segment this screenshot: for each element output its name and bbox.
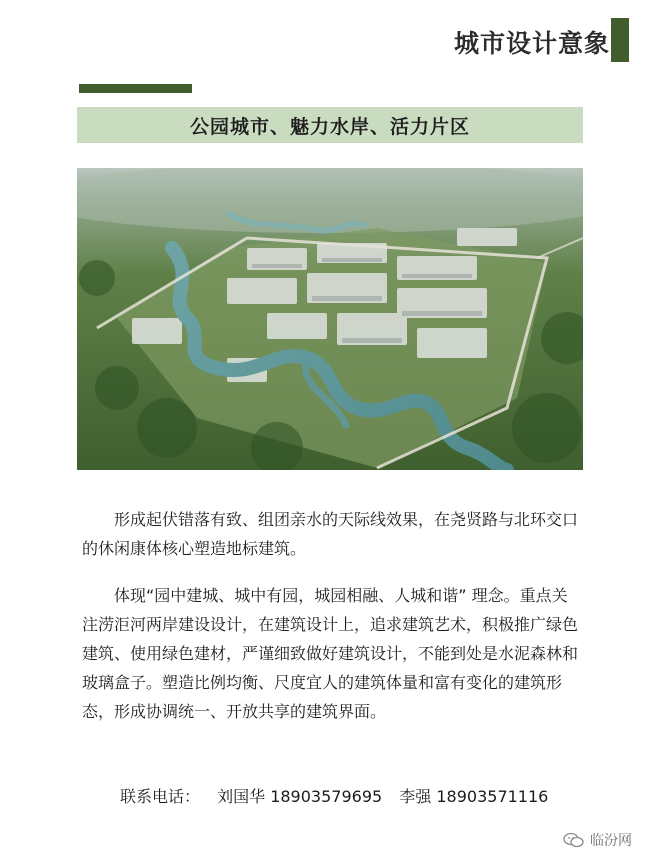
section-banner (77, 107, 583, 143)
decorative-divider (79, 84, 192, 93)
paragraph-concept: 体现“园中建城、城中有园，城园相融、人城和谐” 理念。重点关注涝洰河两岸建设设计，在建筑设计上，追求建筑艺术，积极推广绿色建筑、使用绿色建材，严谨细致做好建筑设计，不能到处是水泥森林和玻璃盒子。塑造比例均衡、尺度宜人的建筑体量和富有变化的建筑形态，形成协调统一、开放共享的建筑界面。 (82, 586, 579, 721)
banner-heading: 公园城市、魅力水岸、活力片区 (189, 115, 470, 138)
contact-person-1: 刘国华 18903579695 (217, 787, 383, 806)
paragraph-skyline: 形成起伏错落有致、组团亲水的天际线效果，在尧贤路与北环交口的休闲康体核心塑造地标建筑。 (82, 510, 579, 558)
wechat-icon (563, 832, 585, 848)
contact-person-2: 李强 18903571116 (399, 787, 549, 806)
aerial-rendering-image (77, 168, 583, 470)
contact-line (120, 784, 560, 807)
page-title: 城市设计意象 (453, 29, 610, 58)
watermark-text: 临汾网 (590, 833, 632, 849)
contact-label: 联系电话： (120, 787, 201, 806)
title-accent-bar (611, 18, 629, 62)
source-watermark (563, 830, 632, 850)
